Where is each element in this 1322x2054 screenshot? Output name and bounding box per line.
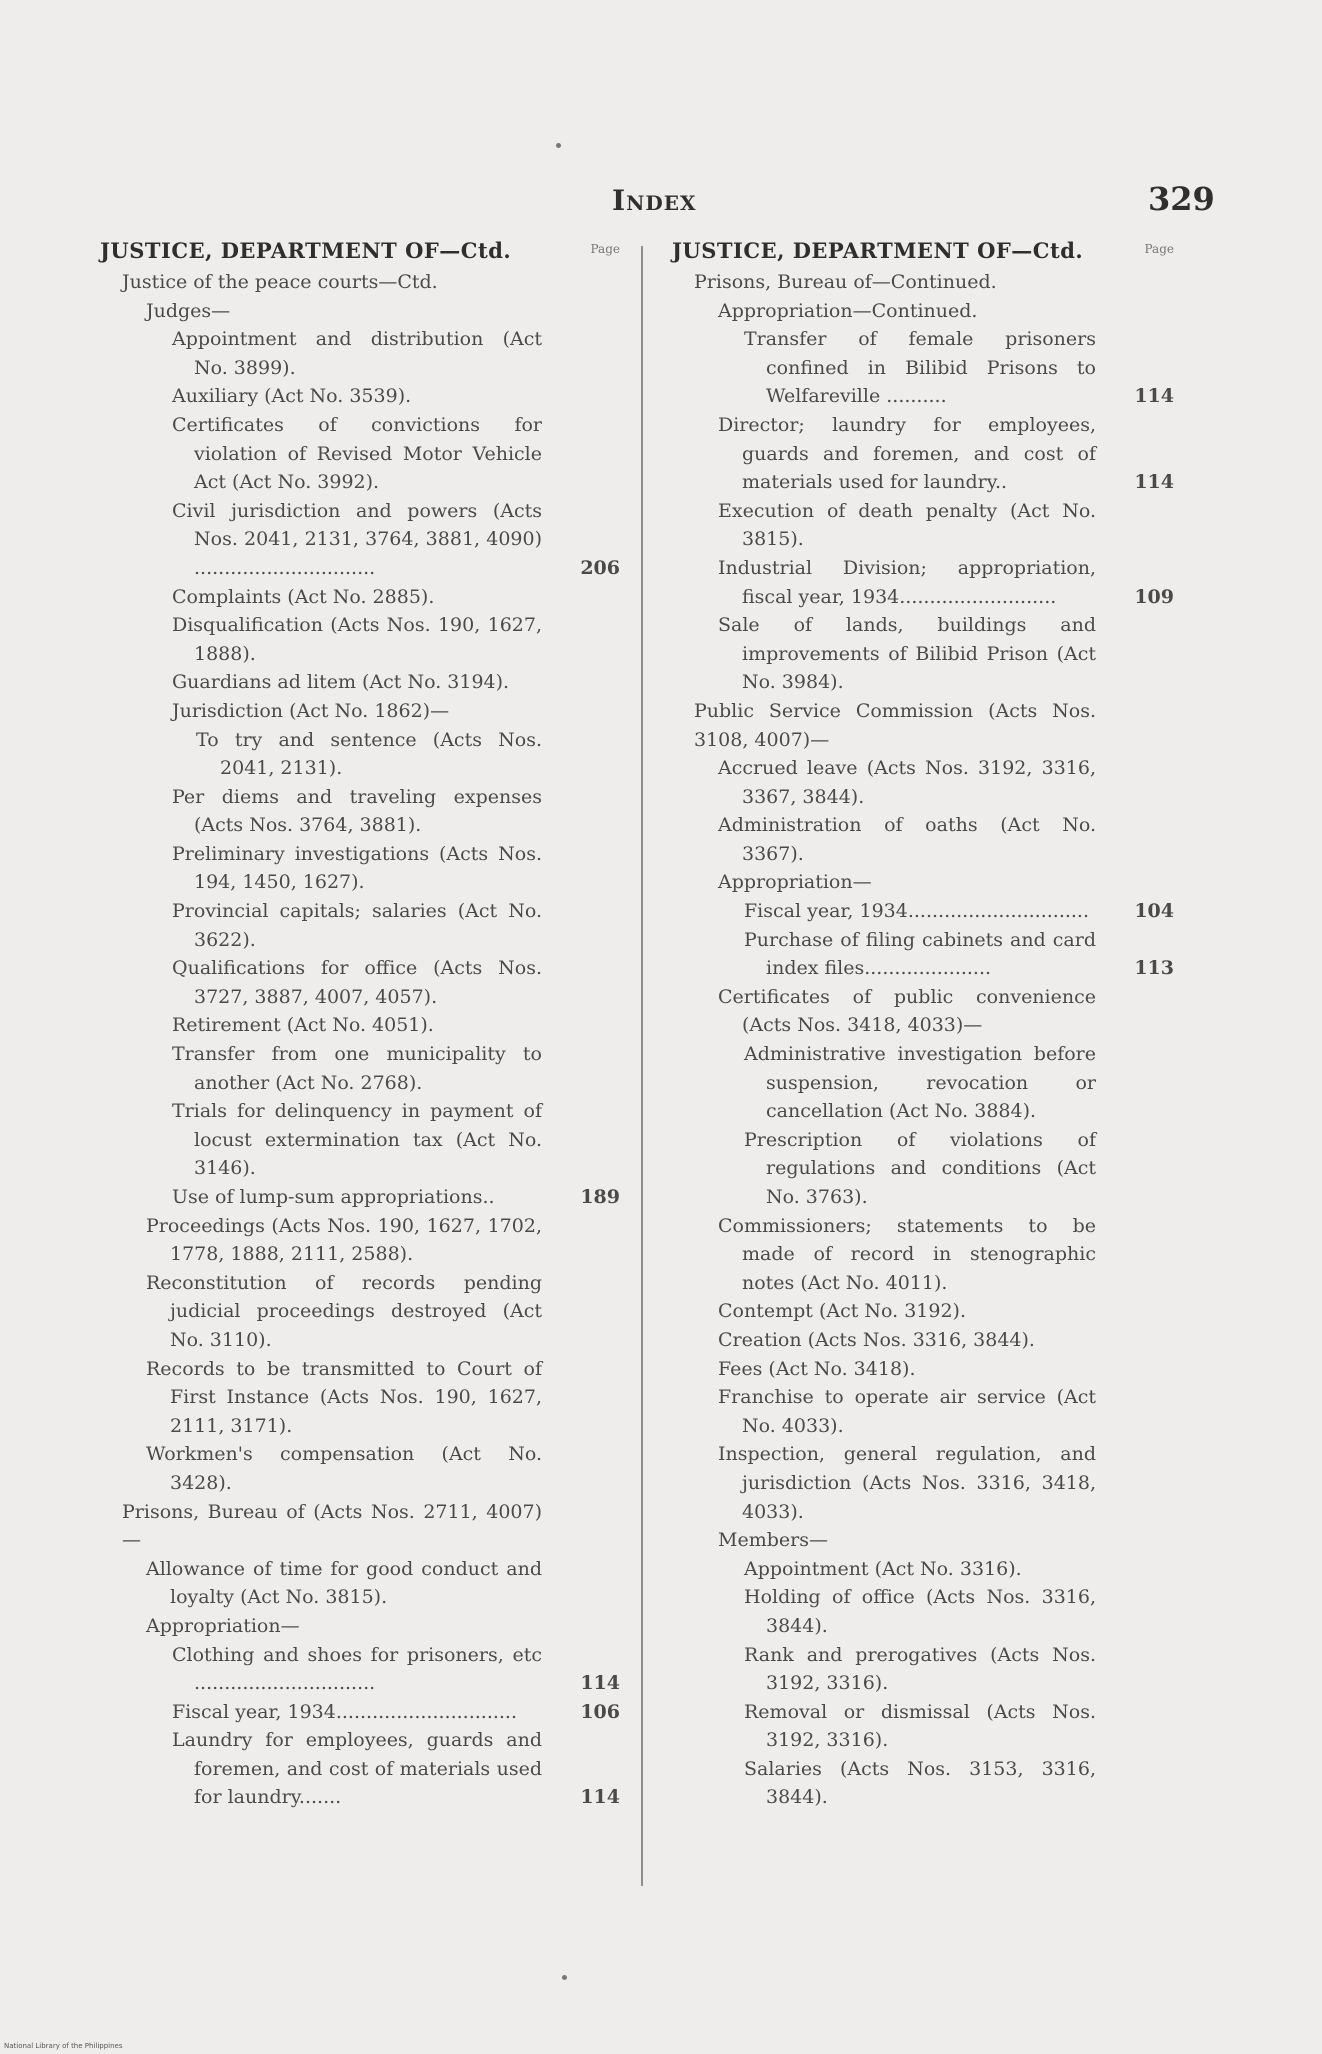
- entry-page-number: 206: [580, 556, 620, 579]
- right-column-heading: JUSTICE, DEPARTMENT OF—Ctd.: [672, 238, 1084, 263]
- entry-text: Appropriation—: [146, 1614, 300, 1637]
- index-entry: [100, 954, 620, 1011]
- entry-text: Administrative investigation before suspension, revocation or cancellation (Act No. 3884).: [744, 1043, 1096, 1123]
- index-entry: [100, 668, 620, 697]
- index-entry: [672, 268, 1174, 297]
- entry-text: Public Service Commission (Acts Nos. 3108, 4007)—: [694, 699, 1096, 751]
- left-page-label: Page: [590, 242, 620, 256]
- entry-text: Members—: [718, 1529, 828, 1552]
- entry-page-number: 189: [580, 1186, 620, 1208]
- index-entry: [672, 1297, 1174, 1326]
- index-entry: [100, 1726, 620, 1812]
- entry-text: Prisons, Bureau of—Continued.: [694, 271, 997, 293]
- index-entry: [672, 1355, 1174, 1384]
- index-entry: [672, 754, 1174, 811]
- entry-text: Commissioners; statements to be made of record in stenographic notes (Act No. 4011).: [718, 1214, 1096, 1294]
- entry-text: Allowance of time for good conduct and loyalty (Act No. 3815).: [146, 1557, 542, 1609]
- index-entry: [672, 1555, 1174, 1584]
- index-entry: [672, 611, 1174, 697]
- entry-text: Laundry for employees, guards and foremen, and cost of materials used for laundry.......: [172, 1729, 542, 1809]
- index-entry: [672, 554, 1174, 611]
- left-entries: [100, 268, 620, 1812]
- entry-text: Appointment (Act No. 3316).: [744, 1557, 1022, 1580]
- page-header: [0, 180, 1322, 224]
- entry-page-number: 104: [1134, 900, 1174, 923]
- entry-text: Execution of death penalty (Act No. 3815).: [718, 499, 1096, 551]
- entry-text: Retirement (Act No. 4051).: [172, 1014, 434, 1037]
- index-entry: [100, 1040, 620, 1097]
- entry-text: Prescription of violations of regulations and conditions (Act No. 3763).: [744, 1128, 1096, 1208]
- right-page-label: Page: [1144, 242, 1174, 256]
- entry-text: Records to be transmitted to Court of First Instance (Acts Nos. 190, 1627, 2111, 3171).: [146, 1357, 542, 1437]
- entry-text: Provincial capitals; salaries (Act No. 3622).: [172, 900, 542, 951]
- index-entry: [100, 268, 620, 297]
- entry-text: Salaries (Acts Nos. 3153, 3316, 3844).: [744, 1757, 1096, 1809]
- entry-text: Reconstitution of records pending judicial proceedings destroyed (Act No. 3110).: [146, 1271, 542, 1351]
- entry-text: Holding of office (Acts Nos. 3316, 3844).: [744, 1586, 1096, 1637]
- entry-text: Certificates of public convenience (Acts Nos. 3418, 4033)—: [718, 985, 1096, 1037]
- entry-text: Sale of lands, buildings and improvements of Bilibid Prison (Act No. 3984).: [718, 614, 1096, 694]
- index-entry: [672, 1641, 1174, 1698]
- entry-text: Disqualification (Acts Nos. 190, 1627, 1888).: [172, 614, 542, 665]
- entry-text: Auxiliary (Act No. 3539).: [172, 385, 412, 408]
- index-entry: [100, 583, 620, 612]
- entry-text: Fees (Act No. 3418).: [718, 1357, 916, 1380]
- index-entry: [100, 1097, 620, 1183]
- entry-page-number: 106: [580, 1700, 620, 1723]
- entry-text: Proceedings (Acts Nos. 190, 1627, 1702, 1778, 1888, 2111, 2588).: [146, 1214, 542, 1266]
- left-column-heading: JUSTICE, DEPARTMENT OF—Ctd.: [100, 238, 512, 263]
- right-entries: [672, 268, 1174, 1812]
- entry-text: Transfer from one municipality to another (Act No. 2768).: [172, 1043, 542, 1094]
- entry-text: Guardians ad litem (Act No. 3194).: [172, 671, 510, 694]
- page-number: 329: [1148, 180, 1215, 218]
- entry-text: To try and sentence (Acts Nos. 2041, 2131).: [196, 728, 542, 780]
- index-entry: [672, 1583, 1174, 1640]
- entry-text: Certificates of convictions for violation of Revised Motor Vehicle Act (Act No. 3992).: [172, 413, 542, 494]
- entry-page-number: 114: [580, 1786, 620, 1809]
- paper-speck-bottom: [562, 1975, 567, 1980]
- entry-text: Inspection, general regulation, and jurisdiction (Acts Nos. 3316, 3418, 4033).: [718, 1443, 1096, 1523]
- column-divider: [641, 246, 643, 1886]
- entry-page-number: 114: [1134, 471, 1174, 494]
- index-entry: [672, 811, 1174, 868]
- entry-text: Appointment and distribution (Act No. 3899).: [172, 328, 542, 379]
- index-entry: [672, 411, 1174, 497]
- entry-text: Use of lump-sum appropriations..: [172, 1186, 495, 1208]
- left-column-header: [100, 238, 620, 268]
- entry-text: Fiscal year, 1934..............................: [172, 1700, 518, 1723]
- entry-text: Creation (Acts Nos. 3316, 3844).: [718, 1328, 1035, 1351]
- index-entry: [672, 1698, 1174, 1755]
- index-entry: [100, 411, 620, 497]
- left-column: [100, 238, 620, 1812]
- entry-text: Justice of the peace courts—Ctd.: [122, 271, 438, 293]
- library-credit: National Library of the Philippines: [4, 2042, 123, 2050]
- entry-text: Jurisdiction (Act No. 1862)—: [172, 699, 450, 722]
- index-entry: [100, 1698, 620, 1727]
- index-entry: [100, 1555, 620, 1612]
- entry-text: Prisons, Bureau of (Acts Nos. 2711, 4007)—: [122, 1500, 542, 1552]
- entry-text: Workmen's compensation (Act No. 3428).: [146, 1443, 542, 1494]
- index-entry: [100, 783, 620, 840]
- index-entry: [672, 868, 1174, 897]
- index-entry: [672, 1526, 1174, 1555]
- index-entry: [100, 726, 620, 783]
- index-entry: [672, 897, 1174, 926]
- index-entry: [100, 1498, 620, 1555]
- index-entry: [672, 1326, 1174, 1355]
- index-entry: [100, 897, 620, 954]
- index-entry: [100, 1183, 620, 1212]
- index-entry: [672, 1383, 1174, 1440]
- entry-text: Franchise to operate air service (Act No. 4033).: [718, 1386, 1096, 1437]
- index-entry: [100, 1269, 620, 1355]
- entry-text: Appropriation—Continued.: [718, 299, 978, 322]
- entry-text: Civil jurisdiction and powers (Acts Nos. 2041, 2131, 3764, 3881, 4090) ..............................: [172, 499, 542, 579]
- right-column: [672, 238, 1174, 1812]
- entry-text: Industrial Division; appropriation, fiscal year, 1934..........................: [718, 556, 1096, 608]
- index-entry: [672, 1440, 1174, 1526]
- index-entry: [100, 325, 620, 382]
- entry-page-number: 109: [1134, 585, 1174, 608]
- entry-text: Transfer of female prisoners confined in Bilibid Prisons to Welfareville ..........: [744, 328, 1096, 408]
- entry-text: Contempt (Act No. 3192).: [718, 1300, 967, 1323]
- entry-text: Director; laundry for employees, guards and foremen, and cost of materials used for laundry..: [718, 413, 1096, 494]
- entry-text: Judges—: [146, 299, 231, 322]
- entry-text: Accrued leave (Acts Nos. 3192, 3316, 3367, 3844).: [718, 757, 1096, 808]
- entry-page-number: 113: [1134, 957, 1174, 980]
- entry-text: Appropriation—: [718, 871, 872, 894]
- entry-text: Fiscal year, 1934..............................: [744, 900, 1090, 923]
- index-entry: [100, 1440, 620, 1497]
- entry-text: Removal or dismissal (Acts Nos. 3192, 3316).: [744, 1700, 1096, 1752]
- paper-speck-top: [556, 143, 561, 148]
- index-entry: [672, 697, 1174, 754]
- index-entry: [100, 1011, 620, 1040]
- entry-page-number: 114: [1134, 385, 1174, 408]
- index-entry: [100, 297, 620, 326]
- index-entry: [100, 697, 620, 726]
- entry-text: Administration of oaths (Act No. 3367).: [718, 814, 1096, 865]
- index-entry: [100, 611, 620, 668]
- entry-text: Per diems and traveling expenses (Acts Nos. 3764, 3881).: [172, 785, 542, 837]
- index-entry: [672, 325, 1174, 411]
- index-entry: [672, 983, 1174, 1040]
- entry-text: Preliminary investigations (Acts Nos. 194, 1450, 1627).: [172, 842, 542, 894]
- index-entry: [100, 1355, 620, 1441]
- entry-text: Complaints (Act No. 2885).: [172, 585, 435, 608]
- index-entry: [100, 1641, 620, 1698]
- entry-text: Trials for delinquency in payment of locust extermination tax (Act No. 3146).: [172, 1100, 542, 1180]
- index-entry: [672, 1755, 1174, 1812]
- index-entry: [100, 497, 620, 583]
- index-entry: [100, 382, 620, 411]
- index-entry: [100, 840, 620, 897]
- index-entry: [672, 926, 1174, 983]
- index-entry: [100, 1212, 620, 1269]
- running-title: Index: [612, 184, 697, 217]
- entry-text: Purchase of filing cabinets and card index files.....................: [744, 928, 1096, 980]
- index-entry: [672, 497, 1174, 554]
- index-entry: [672, 1126, 1174, 1212]
- index-entry: [672, 1040, 1174, 1126]
- index-entry: [672, 1212, 1174, 1298]
- entry-text: Qualifications for office (Acts Nos. 3727, 3887, 4007, 4057).: [172, 957, 542, 1008]
- entry-page-number: 114: [580, 1672, 620, 1695]
- entry-text: Clothing and shoes for prisoners, etc ..............................: [172, 1643, 542, 1695]
- right-column-header: [672, 238, 1174, 268]
- index-entry: [100, 1612, 620, 1641]
- entry-text: Rank and prerogatives (Acts Nos. 3192, 3316).: [744, 1643, 1096, 1695]
- index-entry: [672, 297, 1174, 326]
